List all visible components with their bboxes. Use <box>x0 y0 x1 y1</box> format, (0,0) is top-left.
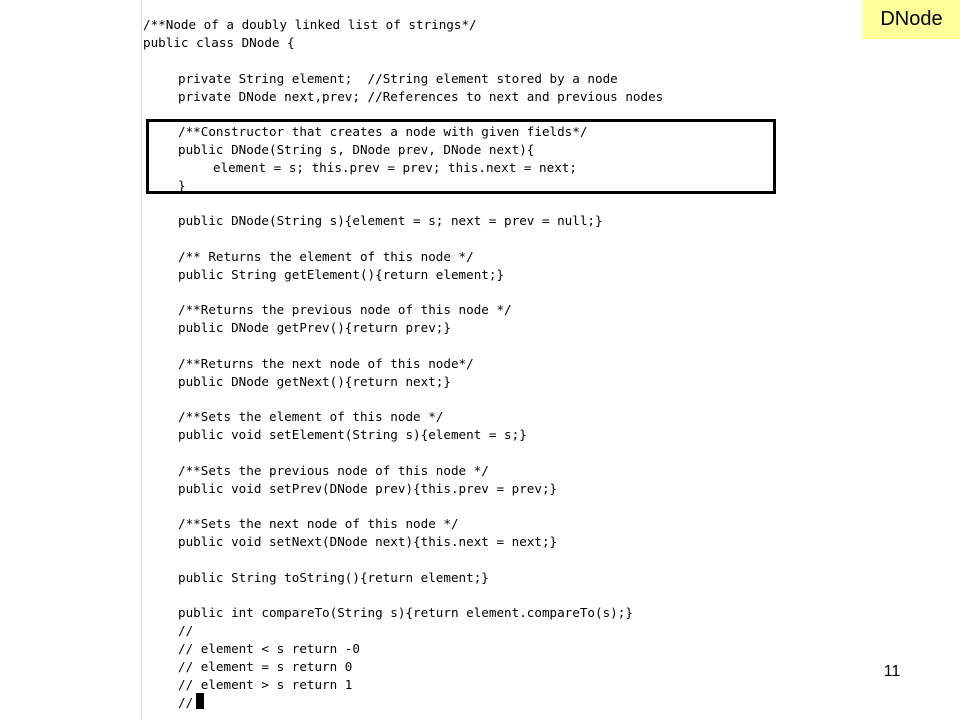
code-line-20: /**Sets the next node of this node */ <box>178 516 459 531</box>
code-line-8: } <box>178 178 186 193</box>
code-line-26: // element = s return 0 <box>178 659 353 674</box>
code-line-10: /** Returns the element of this node */ <box>178 249 474 264</box>
code-line-12: /**Returns the previous node of this node */ <box>178 302 512 317</box>
code-line-25: // element < s return -0 <box>178 641 360 656</box>
code-line-28: // <box>178 695 194 710</box>
code-line-23: public int compareTo(String s){return element.compareTo(s);} <box>178 605 633 620</box>
text-cursor <box>196 693 204 709</box>
code-line-15: public DNode getNext(){return next;} <box>178 374 451 389</box>
code-line-16: /**Sets the element of this node */ <box>178 409 444 424</box>
code-line-3: private String element; //String element stored by a node <box>178 71 618 86</box>
code-line-13: public DNode getPrev(){return prev;} <box>178 320 451 335</box>
code-line-22: public String toString(){return element;} <box>178 570 489 585</box>
slide-number: 11 <box>883 663 901 680</box>
code-line-11: public String getElement(){return element;} <box>178 267 505 282</box>
code-line-19: public void setPrev(DNode prev){this.prev = prev;} <box>178 481 558 496</box>
code-line-6: public DNode(String s, DNode prev, DNode next){ <box>178 142 535 157</box>
code-line-1: /**Node of a doubly linked list of strings*/ <box>143 17 477 32</box>
constructor-highlight-box <box>146 119 776 194</box>
code-line-9: public DNode(String s){element = s; next = prev = null;} <box>178 213 603 228</box>
slide-title: DNode <box>863 0 960 39</box>
code-line-7: element = s; this.prev = prev; this.next = next; <box>213 160 577 175</box>
code-line-18: /**Sets the previous node of this node */ <box>178 463 489 478</box>
code-line-24: // <box>178 623 194 638</box>
code-line-27: // element > s return 1 <box>178 677 353 692</box>
code-line-2: public class DNode { <box>143 35 295 50</box>
code-line-21: public void setNext(DNode next){this.next = next;} <box>178 534 558 549</box>
code-line-4: private DNode next,prev; //References to next and previous nodes <box>178 89 664 104</box>
code-line-17: public void setElement(String s){element = s;} <box>178 427 527 442</box>
code-line-5: /**Constructor that creates a node with given fields*/ <box>178 124 588 139</box>
code-line-14: /**Returns the next node of this node*/ <box>178 356 474 371</box>
